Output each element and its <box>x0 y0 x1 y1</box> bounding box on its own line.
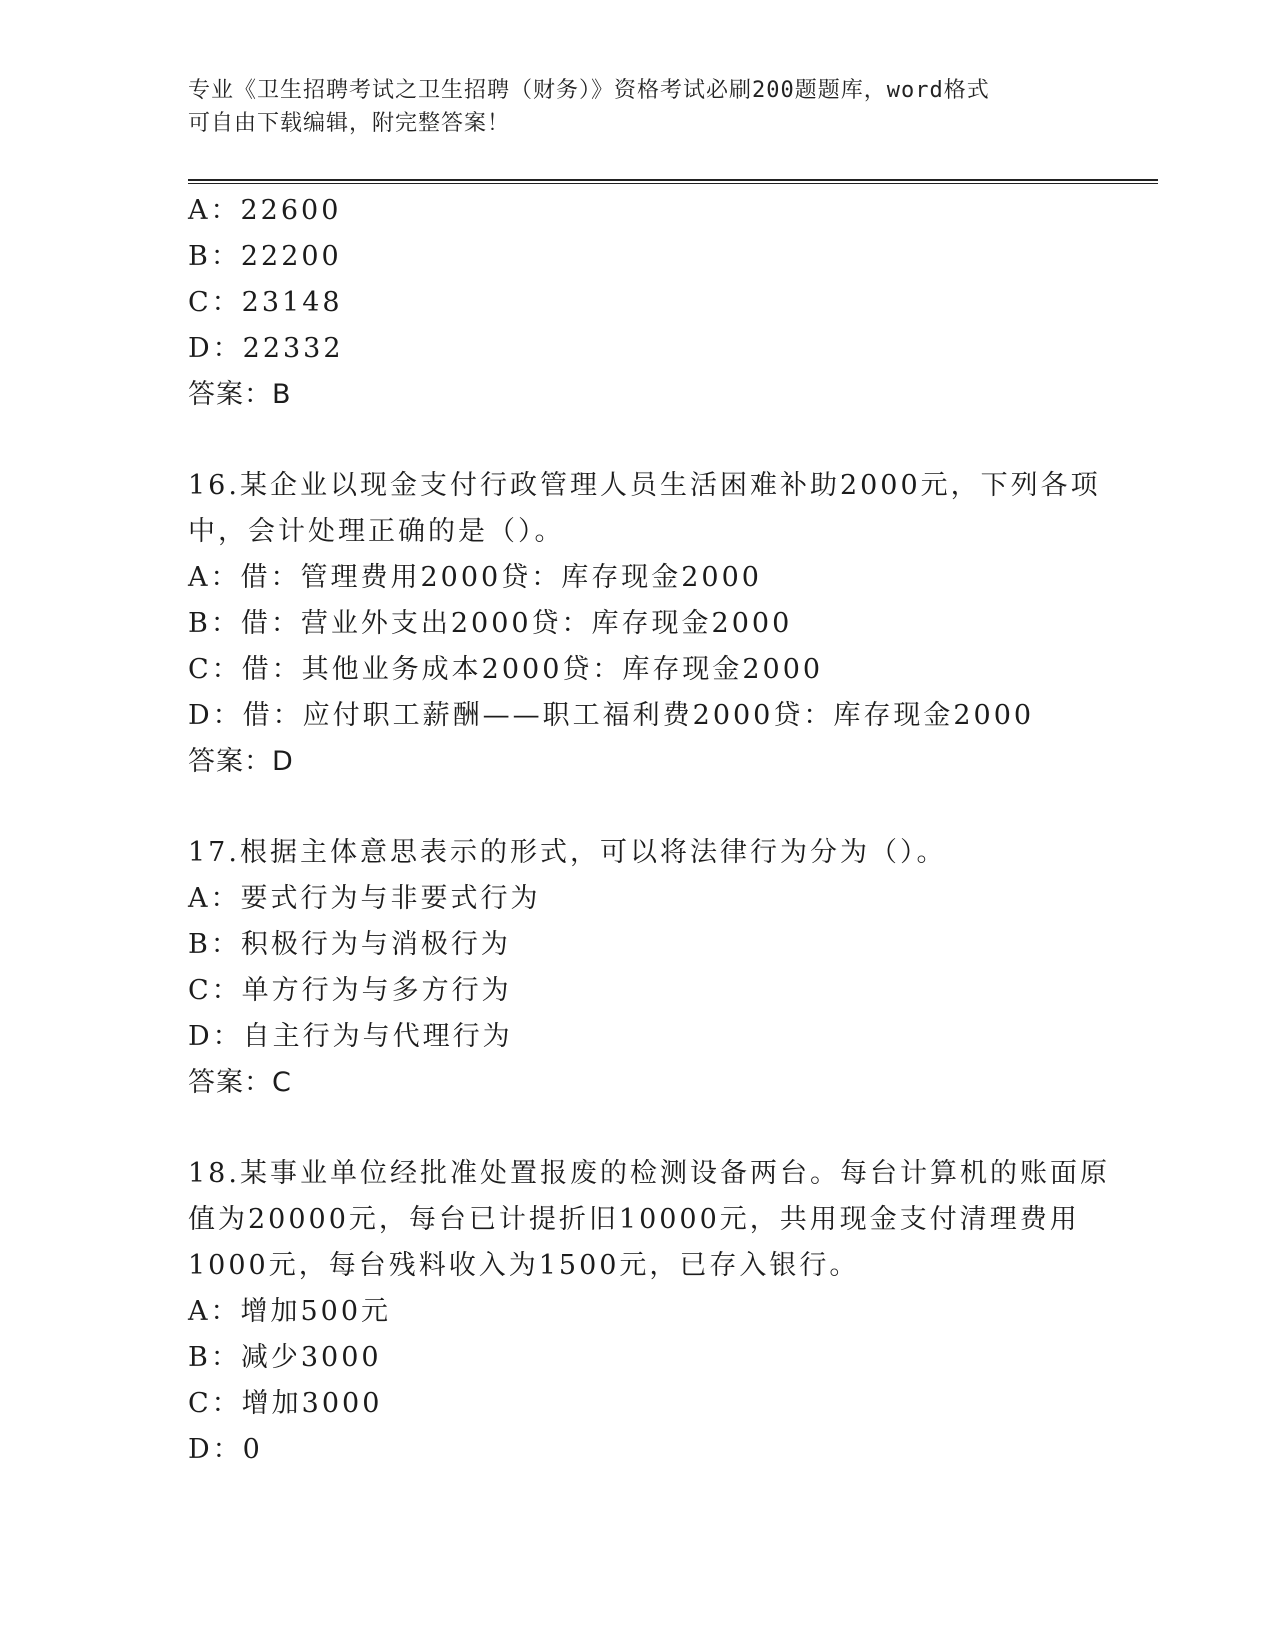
q17-answer: 答案：C <box>188 1067 292 1098</box>
q18-option-a: A：增加500元 <box>188 1296 392 1327</box>
spacer <box>188 1106 1118 1151</box>
q16-option-b: B：借：营业外支出2000贷：库存现金2000 <box>188 608 793 639</box>
header-title-line-1: 专业《卫生招聘考试之卫生招聘（财务）》资格考试必刷200题题库，word格式 <box>188 78 990 103</box>
q15-option-b: B：22200 <box>188 241 342 272</box>
q16-answer: 答案：D <box>188 746 294 777</box>
q16-stem-line-2: 中，会计处理正确的是（）。 <box>188 516 565 547</box>
spacer <box>188 418 1118 463</box>
q18-option-b: B：减少3000 <box>188 1342 382 1373</box>
header-divider-thin <box>188 183 1158 184</box>
q18-stem-line-2: 值为20000元，每台已计提折旧10000元，共用现金支付清理费用 <box>188 1204 1080 1235</box>
header-title-line-2: 可自由下载编辑，附完整答案！ <box>188 111 511 136</box>
q18-stem-line-1: 18.某事业单位经批准处置报废的检测设备两台。每台计算机的账面原 <box>188 1158 1110 1189</box>
q17-option-c: C：单方行为与多方行为 <box>188 975 512 1006</box>
q15-option-a: A：22600 <box>188 195 342 226</box>
q15-answer: 答案：B <box>188 379 292 410</box>
q17-option-b: B：积极行为与消极行为 <box>188 929 511 960</box>
question-17 <box>188 830 1118 1106</box>
q17-option-a: A：要式行为与非要式行为 <box>188 883 541 914</box>
q16-option-d: D：借：应付职工薪酬——职工福利费2000贷：库存现金2000 <box>188 700 1035 731</box>
spacer <box>188 785 1118 830</box>
q16-stem-line-1: 16.某企业以现金支付行政管理人员生活困难补助2000元，下列各项 <box>188 470 1101 501</box>
q17-stem-line-1: 17.根据主体意思表示的形式，可以将法律行为分为（）。 <box>188 837 947 868</box>
q16-option-a: A：借：管理费用2000贷：库存现金2000 <box>188 562 762 593</box>
q18-option-c: C：增加3000 <box>188 1388 383 1419</box>
question-15 <box>188 188 1118 418</box>
question-18 <box>188 1151 1118 1473</box>
question-16 <box>188 463 1118 785</box>
question-content <box>188 188 1118 1473</box>
q16-option-c: C：借：其他业务成本2000贷：库存现金2000 <box>188 654 824 685</box>
document-header <box>188 74 1088 140</box>
q15-option-d: D：22332 <box>188 333 344 364</box>
q18-option-d: D：0 <box>188 1434 263 1465</box>
header-divider-thick <box>188 179 1158 181</box>
q17-option-d: D：自主行为与代理行为 <box>188 1021 513 1052</box>
q15-option-c: C：23148 <box>188 287 343 318</box>
q18-stem-line-3: 1000元，每台残料收入为1500元，已存入银行。 <box>188 1250 860 1281</box>
